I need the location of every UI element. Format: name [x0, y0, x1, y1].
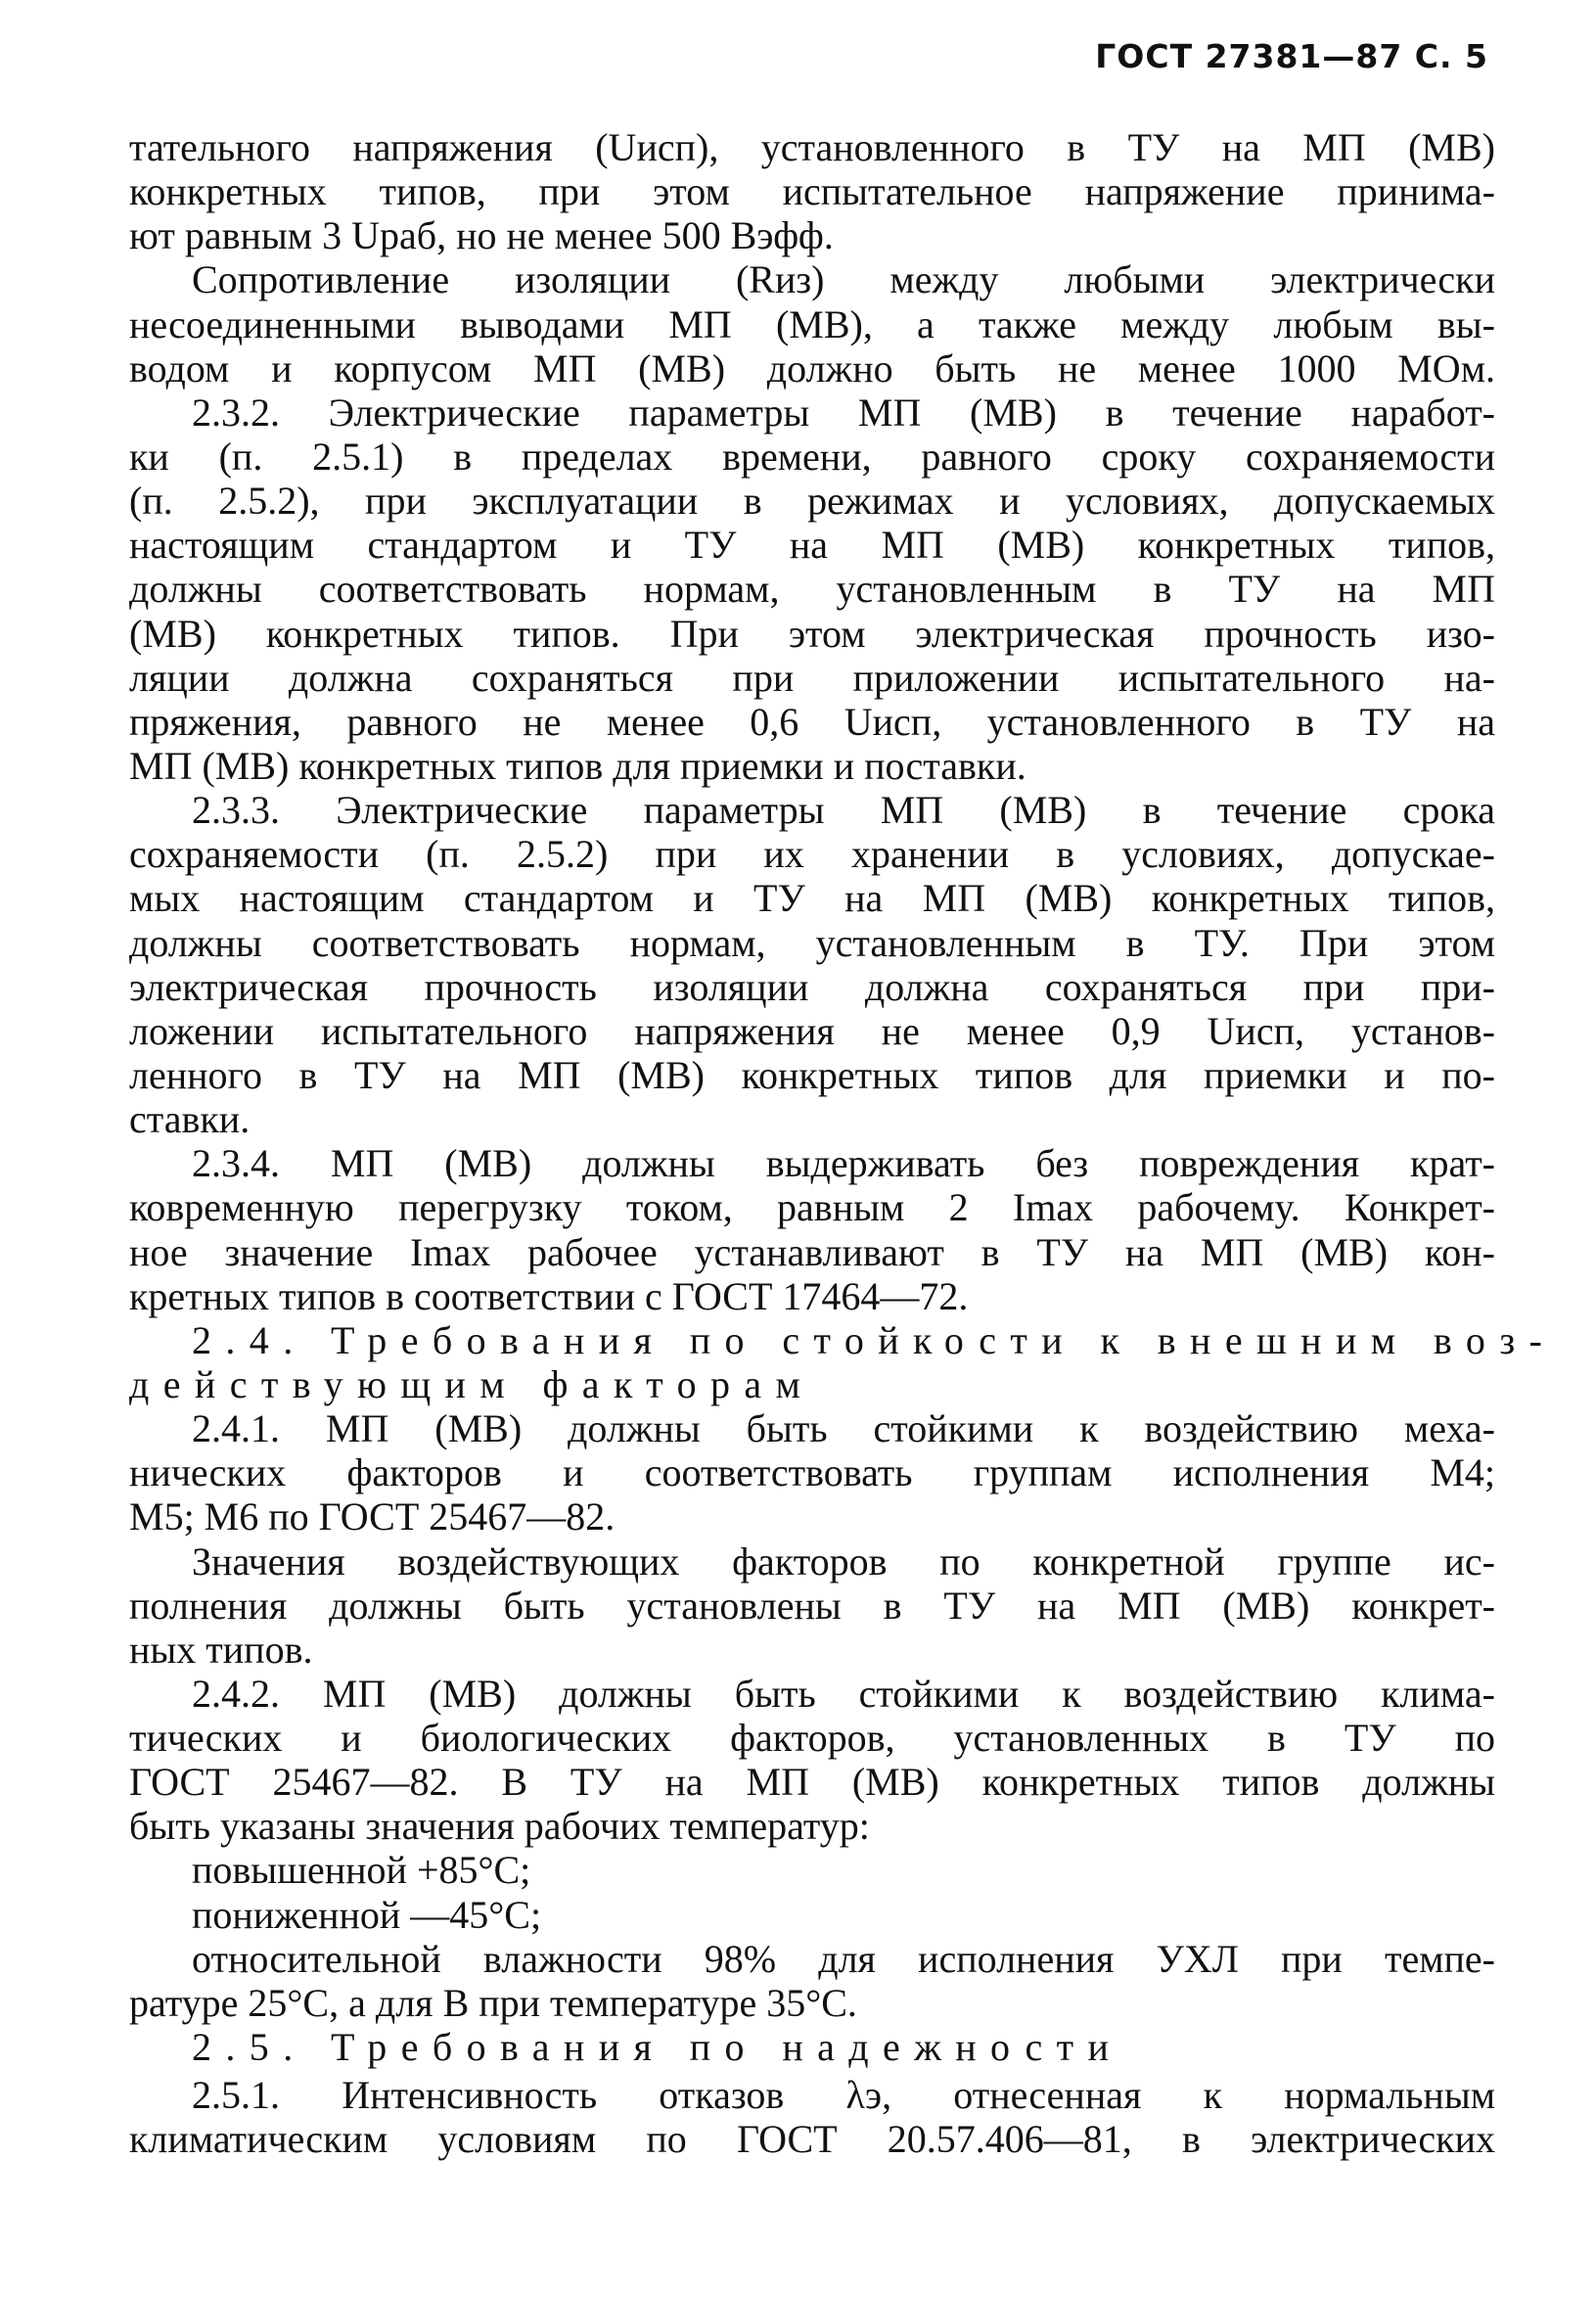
text-line: 2.5.1. Интенсивность отказов λэ, отнесенная к нормальным: [192, 2073, 1495, 2118]
text-line: 2.5. Требования по надежности: [192, 2025, 1123, 2070]
text-line: настоящим стандартом и ТУ на МП (МВ) конкретных типов,: [129, 523, 1495, 568]
text-line: сохраняемости (п. 2.5.2) при их хранении в условиях, допускае-: [129, 832, 1495, 877]
text-line: относительной влажности 98% для исполнения УХЛ при темпе-: [192, 1936, 1495, 1981]
text-line: МП (МВ) конкретных типов для приемки и поставки.: [129, 743, 1026, 788]
text-line: М5; М6 по ГОСТ 25467—82.: [129, 1494, 616, 1539]
text-line: несоединенными выводами МП (МВ), а также между любым вы-: [129, 301, 1495, 346]
text-line: Сопротивление изоляции (Rиз) между любыми электрически: [192, 257, 1495, 302]
text-line: пряжения, равного не менее 0,6 Uисп, установленного в ТУ на: [129, 699, 1495, 744]
body-text: [129, 125, 1557, 2162]
text-line: ки (п. 2.5.1) в пределах времени, равного сроку сохраняемости: [129, 434, 1495, 479]
text-line: конкретных типов, при этом испытательное напряжение принима-: [129, 169, 1495, 214]
text-line: ное значение Imax рабочее устанавливают в ТУ на МП (МВ) кон-: [129, 1229, 1495, 1274]
text-line: тических и биологических факторов, установленных в ТУ по: [129, 1716, 1495, 1761]
text-line: мых настоящим стандартом и ТУ на МП (МВ) конкретных типов,: [129, 876, 1495, 921]
text-line: 2.3.4. МП (МВ) должны выдерживать без повреждения крат-: [192, 1141, 1495, 1186]
text-line: ют равным 3 Uраб, но не менее 500 Вэфф.: [129, 213, 834, 258]
text-line: кретных типов в соответствии с ГОСТ 17464—72.: [129, 1273, 969, 1318]
text-line: ляции должна сохраняться при приложении испытательного на-: [129, 655, 1495, 700]
text-line: водом и корпусом МП (МВ) должно быть не менее 1000 МОм.: [129, 345, 1495, 390]
text-line: ложении испытательного напряжения не менее 0,9 Uисп, установ-: [129, 1008, 1495, 1053]
text-line: тательного напряжения (Uисп), установленного в ТУ на МП (МВ): [129, 125, 1495, 169]
running-head: ГОСТ 27381—87 С. 5: [1095, 37, 1488, 75]
text-line: Значения воздействующих факторов по конкретной группе ис-: [192, 1539, 1495, 1584]
text-line: ных типов.: [129, 1627, 313, 1672]
text-line: нических факторов и соответствовать группам исполнения М4;: [129, 1450, 1495, 1495]
text-line: электрическая прочность изоляции должна сохраняться при при-: [129, 964, 1495, 1009]
text-line: (п. 2.5.2), при эксплуатации в режимах и условиях, допускаемых: [129, 479, 1495, 524]
text-line: повышенной +85°С;: [192, 1848, 531, 1893]
text-line: 2.4.1. МП (МВ) должны быть стойкими к воздействию меха-: [192, 1406, 1495, 1451]
text-line: должны соответствовать нормам, установленным в ТУ. При этом: [129, 920, 1495, 965]
text-line: ленного в ТУ на МП (МВ) конкретных типов для приемки и по-: [129, 1052, 1495, 1097]
text-line: ратуре 25°С, а для В при температуре 35°С.: [129, 1980, 857, 2025]
text-line: действующим факторам: [129, 1361, 815, 1406]
text-line: 2.3.2. Электрические параметры МП (МВ) в течение наработ-: [192, 390, 1495, 435]
text-line: (МВ) конкретных типов. При этом электрическая прочность изо-: [129, 611, 1495, 656]
text-line: 2.4.2. МП (МВ) должны быть стойкими к воздействию клима-: [192, 1671, 1495, 1716]
text-line: ставки.: [129, 1097, 251, 1142]
text-line: полнения должны быть установлены в ТУ на МП (МВ) конкрет-: [129, 1583, 1495, 1628]
text-line: 2.4. Требования по стойкости к внешним воз-: [192, 1317, 1557, 1362]
text-line: быть указаны значения рабочих температур:: [129, 1804, 870, 1849]
text-line: ковременную перегрузку током, равным 2 Imax рабочему. Конкрет-: [129, 1185, 1495, 1230]
text-line: должны соответствовать нормам, установленным в ТУ на МП: [129, 567, 1495, 612]
text-line: ГОСТ 25467—82. В ТУ на МП (МВ) конкретных типов должны: [129, 1760, 1495, 1805]
text-line: климатическим условиям по ГОСТ 20.57.406—81, в электрических: [129, 2117, 1495, 2162]
text-line: 2.3.3. Электрические параметры МП (МВ) в течение срока: [192, 788, 1495, 833]
text-line: пониженной —45°С;: [192, 1892, 542, 1937]
